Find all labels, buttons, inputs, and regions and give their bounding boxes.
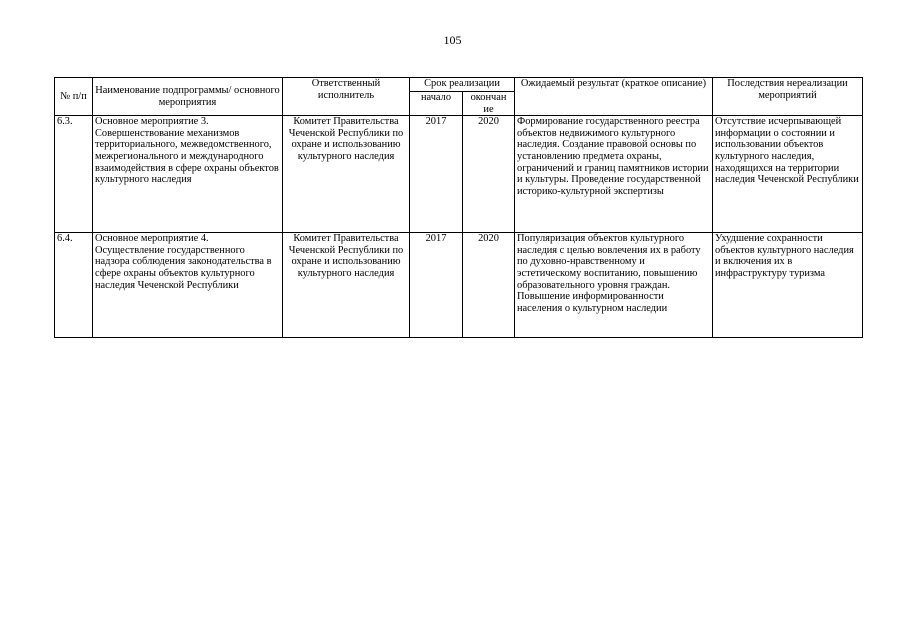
row-name: Основное мероприятие 3. Совершенствование механизмов территориального, межведомственного, межрегионального и международного взаимодействия в сфере охраны объектов культурного наследия [93, 116, 283, 233]
row-consequences: Отсутствие исчерпывающей информации о состоянии и использовании объектов культурного наследия, находящихся на территории наследия Чеченской Республики [713, 116, 863, 233]
row-executor: Комитет Правительства Чеченской Республики по охране и использованию культурного наследия [283, 233, 410, 338]
row-end: 2020 [463, 116, 515, 233]
row-start: 2017 [410, 116, 463, 233]
row-num: 6.3. [55, 116, 93, 233]
row-executor: Комитет Правительства Чеченской Республики по охране и использованию культурного наследия [283, 116, 410, 233]
header-period-end: окончан ие [463, 92, 515, 116]
row-result: Формирование государственного реестра объектов недвижимого культурного наследия. Создание правовой основы по установлению предмета охраны, ограничений и границ памятников истории и культуры. Проведение государственной историко-культурной экспертизы [515, 116, 713, 233]
header-num: № п/п [55, 78, 93, 116]
row-consequences: Ухудшение сохранности объектов культурного наследия и включения их в инфраструктуру туризма [713, 233, 863, 338]
header-consequences: Последствия нереализации мероприятий [713, 78, 863, 116]
row-end: 2020 [463, 233, 515, 338]
page-number: 105 [443, 33, 462, 47]
header-name: Наименование подпрограммы/ основного мероприятия [93, 78, 283, 116]
table-row [55, 116, 863, 233]
header-executor: Ответственный исполнитель [283, 78, 410, 116]
row-num: 6.4. [55, 233, 93, 338]
header-period: Срок реализации [410, 78, 515, 92]
row-result: Популяризация объектов культурного наследия с целью вовлечения их в работу по духовно-нравственному и эстетическому воспитанию, повышению образовательного уровня граждан. Повышение информированности населения о культурном наследии [515, 233, 713, 338]
header-result: Ожидаемый результат (краткое описание) [515, 78, 713, 116]
row-start: 2017 [410, 233, 463, 338]
program-table [54, 77, 863, 338]
table-row [55, 233, 863, 338]
row-name: Основное мероприятие 4. Осуществление государственного надзора соблюдения законодательства в сфере охраны объектов культурного наследия Чеченской Республики [93, 233, 283, 338]
header-period-start: начало [410, 92, 463, 116]
